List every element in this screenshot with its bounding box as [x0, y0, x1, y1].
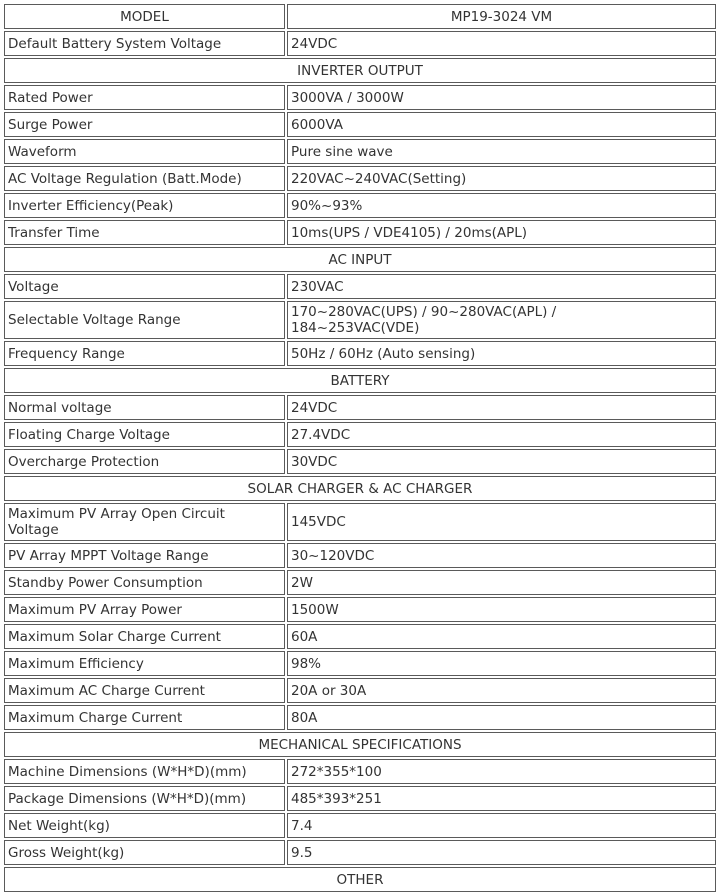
- table-row: [4, 395, 716, 420]
- spec-label: Surge Power: [4, 112, 285, 137]
- spec-value: 10ms(UPS / VDE4105) / 20ms(APL): [287, 220, 716, 245]
- section-row: [4, 732, 716, 757]
- spec-label: Default Battery System Voltage: [4, 31, 285, 56]
- spec-value: 145VDC: [287, 503, 716, 541]
- table-row: [4, 759, 716, 784]
- section-header-mechanical: MECHANICAL SPECIFICATIONS: [4, 732, 716, 757]
- model-value: MP19-3024 VM: [287, 4, 716, 29]
- spec-label: Maximum AC Charge Current: [4, 678, 285, 703]
- spec-value: 485*393*251: [287, 786, 716, 811]
- table-row: [4, 274, 716, 299]
- table-row: [4, 422, 716, 447]
- spec-value: 272*355*100: [287, 759, 716, 784]
- spec-value-line: 184~253VAC(VDE): [291, 320, 420, 336]
- spec-label: Floating Charge Voltage: [4, 422, 285, 447]
- model-label: MODEL: [4, 4, 285, 29]
- spec-value: Pure sine wave: [287, 139, 716, 164]
- spec-value: 1500W: [287, 597, 716, 622]
- spec-label: Standby Power Consumption: [4, 570, 285, 595]
- table-row: [4, 840, 716, 865]
- section-header-ac-input: AC INPUT: [4, 247, 716, 272]
- spec-label: Voltage: [4, 274, 285, 299]
- table-row: [4, 705, 716, 730]
- table-row: [4, 678, 716, 703]
- table-row: [4, 624, 716, 649]
- table-row: [4, 112, 716, 137]
- spec-label: Package Dimensions (W*H*D)(mm): [4, 786, 285, 811]
- spec-value: 230VAC: [287, 274, 716, 299]
- spec-value: 27.4VDC: [287, 422, 716, 447]
- section-row: [4, 368, 716, 393]
- table-row: [4, 139, 716, 164]
- section-row: [4, 476, 716, 501]
- section-header-solar-charger: SOLAR CHARGER & AC CHARGER: [4, 476, 716, 501]
- table-row: [4, 597, 716, 622]
- table-row: [4, 543, 716, 568]
- section-row: [4, 58, 716, 83]
- table-row: [4, 4, 716, 29]
- spec-value: 98%: [287, 651, 716, 676]
- section-header-inverter-output: INVERTER OUTPUT: [4, 58, 716, 83]
- table-row: [4, 31, 716, 56]
- spec-value: 220VAC~240VAC(Setting): [287, 166, 716, 191]
- spec-value: 2W: [287, 570, 716, 595]
- spec-label: PV Array MPPT Voltage Range: [4, 543, 285, 568]
- spec-label-line: Maximum PV Array Open Circuit: [8, 506, 225, 522]
- table-row: [4, 449, 716, 474]
- spec-label: Frequency Range: [4, 341, 285, 366]
- spec-value: [287, 301, 716, 339]
- spec-label: [4, 503, 285, 541]
- spec-label: Maximum Charge Current: [4, 705, 285, 730]
- spec-label-line: Voltage: [8, 522, 59, 538]
- spec-label: Maximum Solar Charge Current: [4, 624, 285, 649]
- table-row: [4, 813, 716, 838]
- table-row: [4, 301, 716, 339]
- spec-value: 3000VA / 3000W: [287, 85, 716, 110]
- section-row: [4, 247, 716, 272]
- spec-label: Waveform: [4, 139, 285, 164]
- spec-label: Maximum PV Array Power: [4, 597, 285, 622]
- spec-label: Selectable Voltage Range: [4, 301, 285, 339]
- spec-value: 6000VA: [287, 112, 716, 137]
- spec-value: 80A: [287, 705, 716, 730]
- spec-value: 30VDC: [287, 449, 716, 474]
- table-row: [4, 651, 716, 676]
- spec-value: 50Hz / 60Hz (Auto sensing): [287, 341, 716, 366]
- spec-value: 9.5: [287, 840, 716, 865]
- spec-value: 7.4: [287, 813, 716, 838]
- table-row: [4, 166, 716, 191]
- table-row: [4, 503, 716, 541]
- spec-value: 90%~93%: [287, 193, 716, 218]
- table-row: [4, 786, 716, 811]
- spec-label: Maximum Efficiency: [4, 651, 285, 676]
- spec-value-line: 170~280VAC(UPS) / 90~280VAC(APL) /: [291, 304, 557, 320]
- table-row: [4, 570, 716, 595]
- spec-label: Machine Dimensions (W*H*D)(mm): [4, 759, 285, 784]
- spec-value: 20A or 30A: [287, 678, 716, 703]
- spec-label: AC Voltage Regulation (Batt.Mode): [4, 166, 285, 191]
- spec-label: Net Weight(kg): [4, 813, 285, 838]
- table-row: [4, 85, 716, 110]
- spec-value: 30~120VDC: [287, 543, 716, 568]
- spec-label: Normal voltage: [4, 395, 285, 420]
- spec-value: 24VDC: [287, 31, 716, 56]
- table-row: [4, 193, 716, 218]
- section-header-other: OTHER: [4, 867, 716, 892]
- table-row: [4, 220, 716, 245]
- spec-label: Gross Weight(kg): [4, 840, 285, 865]
- spec-label: Transfer Time: [4, 220, 285, 245]
- spec-table: [2, 2, 718, 893]
- spec-label: Overcharge Protection: [4, 449, 285, 474]
- spec-label: Inverter Efficiency(Peak): [4, 193, 285, 218]
- spec-label: Rated Power: [4, 85, 285, 110]
- table-row: [4, 341, 716, 366]
- spec-value: 24VDC: [287, 395, 716, 420]
- section-row: [4, 867, 716, 892]
- spec-value: 60A: [287, 624, 716, 649]
- section-header-battery: BATTERY: [4, 368, 716, 393]
